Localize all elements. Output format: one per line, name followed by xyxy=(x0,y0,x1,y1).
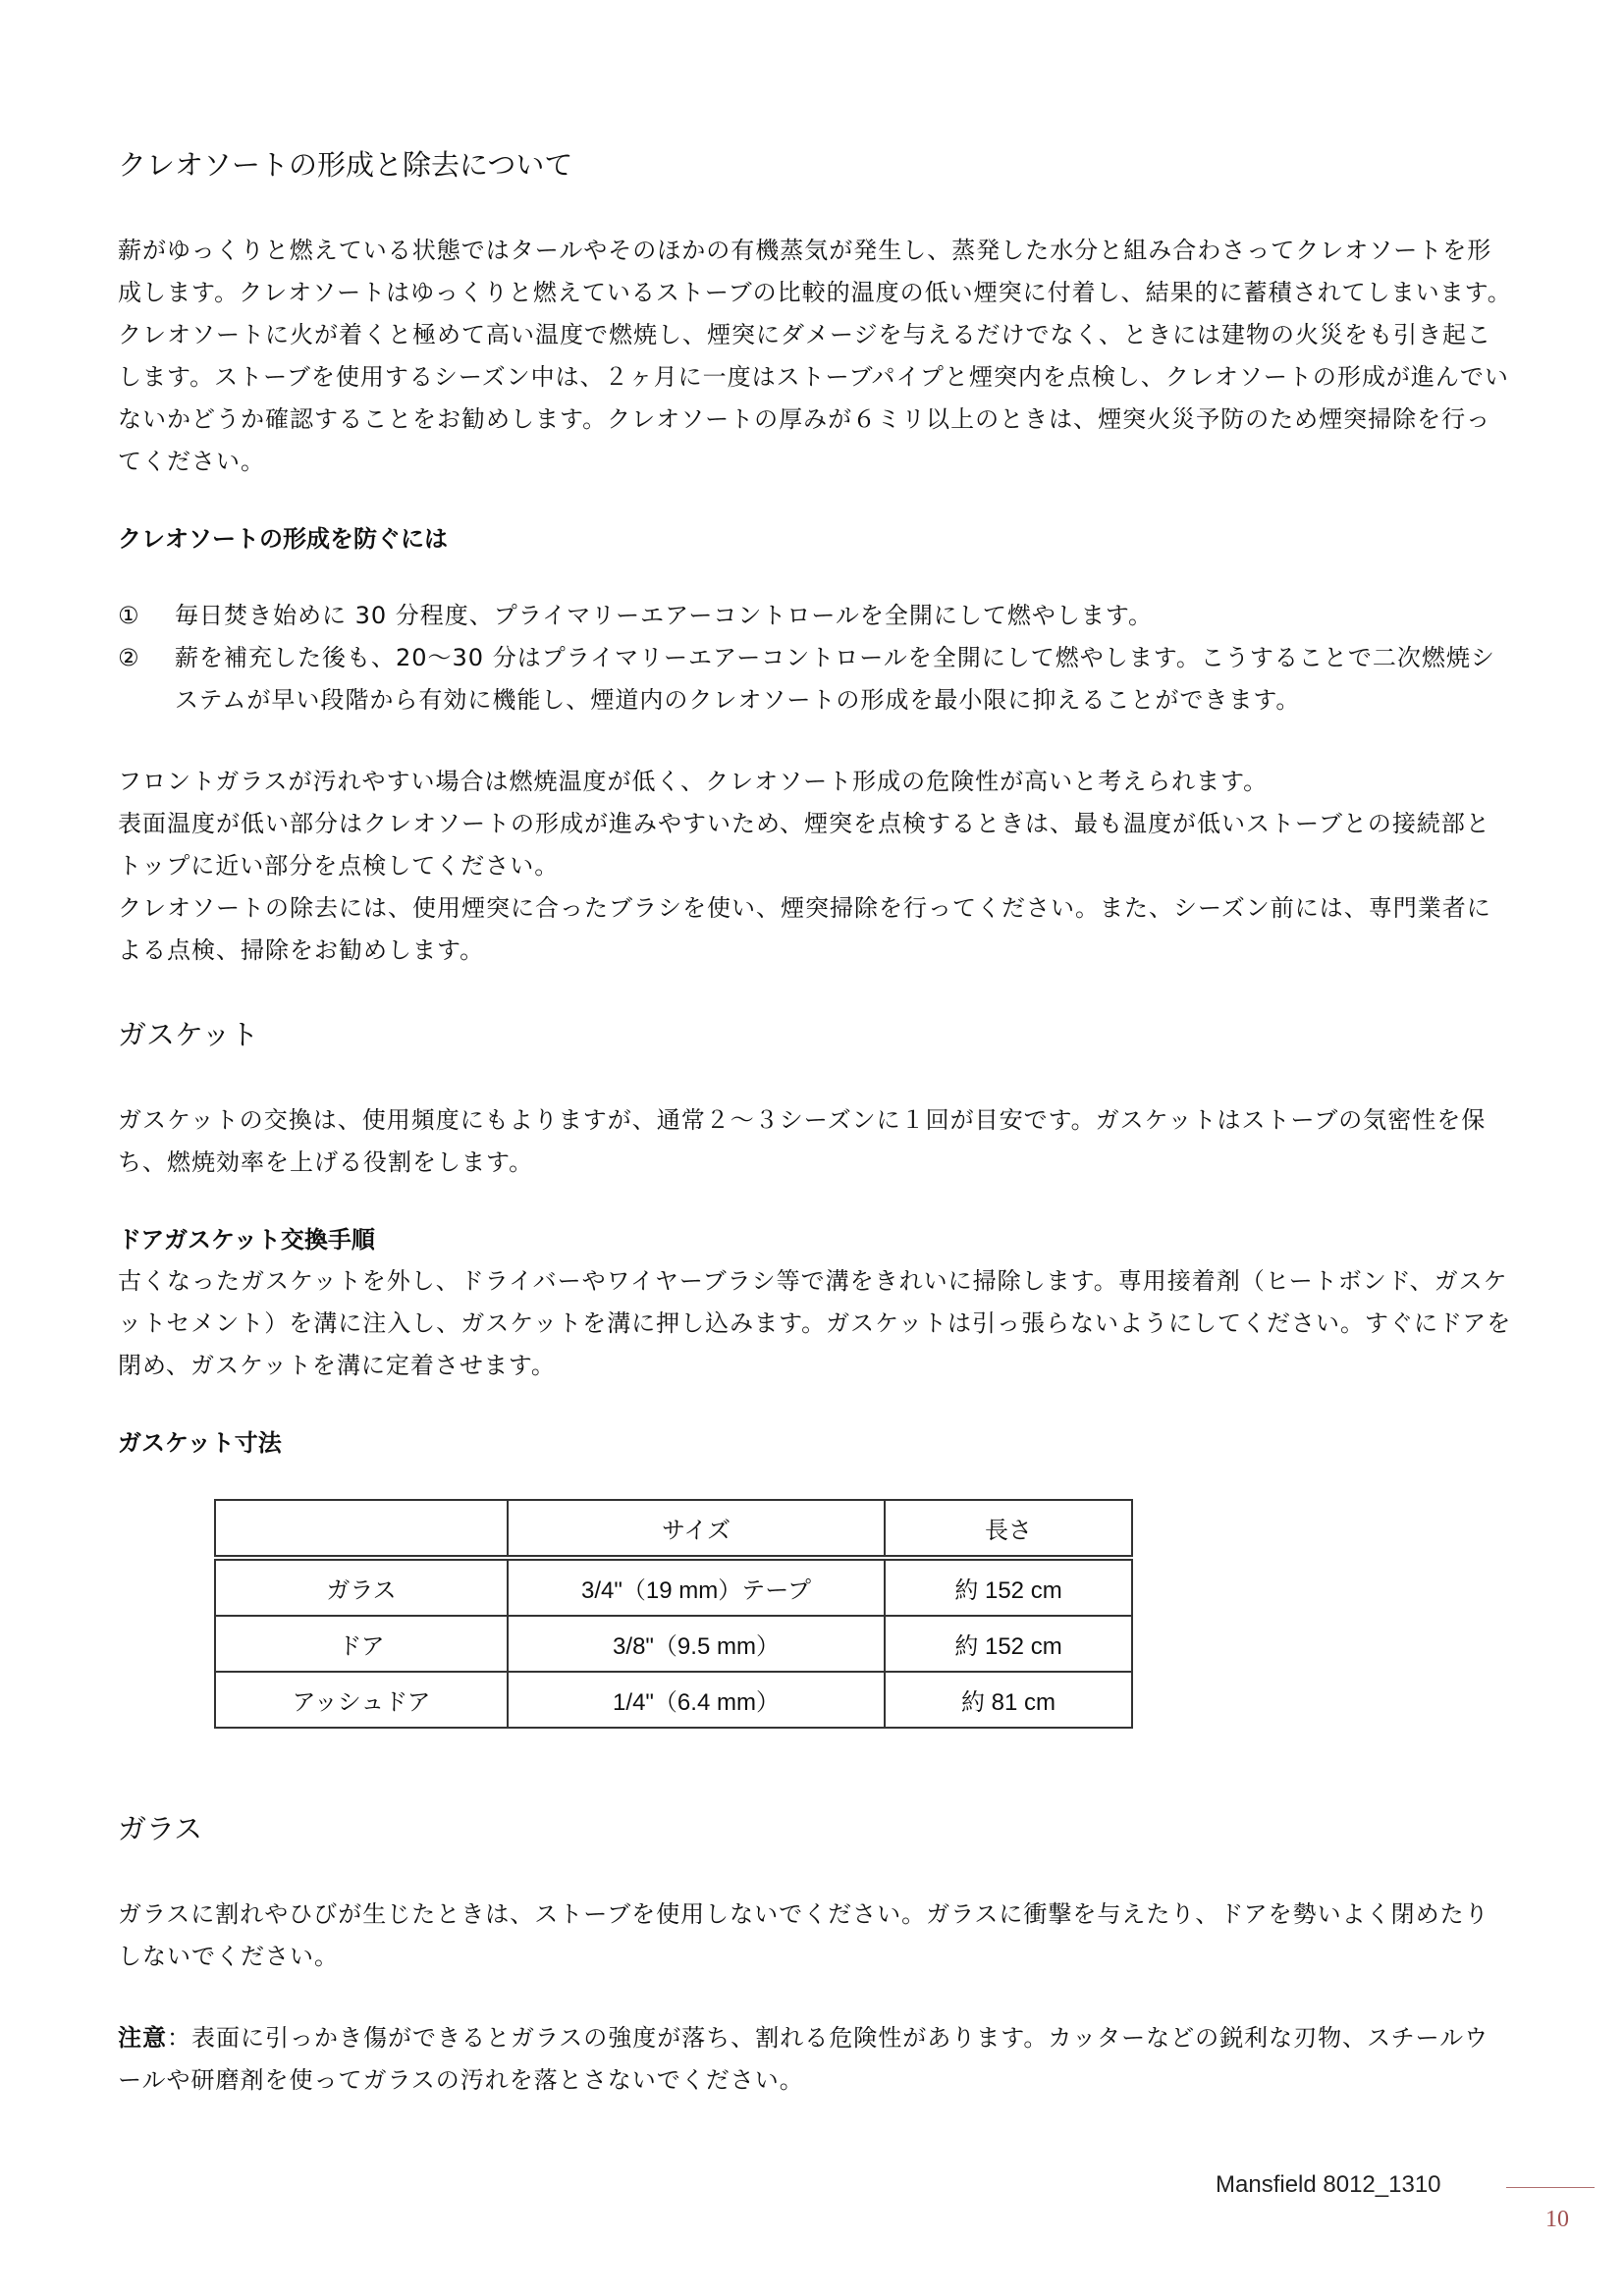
gasket-dimensions-table xyxy=(214,1499,1133,1729)
creosote-prevent-title: クレオソートの形成を防ぐには xyxy=(118,525,448,553)
table-cell: 3/8"（9.5 mm） xyxy=(508,1616,885,1672)
tip-text: 薪を補充した後も、20〜30 分はプライマリーエアーコントロールを全開にして燃やします。こうすることで二次燃焼システムが早い段階から有効に機能し、煙道内のクレオソートの形成を最小限に抑えることができます。 xyxy=(175,644,1495,714)
gasket-section xyxy=(118,1015,1512,1729)
gasket-procedure-title: ドアガスケット交換手順 xyxy=(118,1226,375,1254)
creosote-note: 表面温度が低い部分はクレオソートの形成が進みやすいため、煙突を点検するときは、最も温度が低いストーブとの接続部とトップに近い部分を点検してください。 xyxy=(118,810,1490,880)
creosote-note: フロントガラスが汚れやすい場合は燃焼温度が低く、クレオソート形成の危険性が高いと考えられます。 xyxy=(118,768,1269,795)
prevention-tip xyxy=(118,595,1512,637)
gasket-dims-title: ガスケット寸法 xyxy=(118,1429,282,1457)
tip-number: ② xyxy=(118,644,140,671)
creosote-section xyxy=(118,145,1512,972)
prevention-tip xyxy=(118,637,1512,721)
glass-section xyxy=(118,1809,1512,2102)
table-cell: ガラス xyxy=(215,1558,508,1616)
creosote-title: クレオソートの形成と除去について xyxy=(118,148,573,182)
table-cell: 約 152 cm xyxy=(885,1616,1132,1672)
table-cell: ドア xyxy=(215,1616,508,1672)
creosote-note: クレオソートの除去には、使用煙突に合ったブラシを使い、煙突掃除を行ってください。また、シーズン前には、専門業者による点検、掃除をお勧めします。 xyxy=(118,894,1491,964)
creosote-notes xyxy=(118,761,1512,972)
table-header-cell xyxy=(215,1500,508,1558)
table-header-row xyxy=(215,1500,1132,1558)
glass-caution xyxy=(118,2017,1512,2102)
footer-label: Mansfield 8012_1310 xyxy=(1216,2171,1441,2198)
table-row xyxy=(215,1672,1132,1728)
table-row xyxy=(215,1616,1132,1672)
table-header-cell: サイズ xyxy=(508,1500,885,1558)
table-row xyxy=(215,1558,1132,1616)
caution-label: 注意 xyxy=(118,2024,167,2052)
gasket-table-wrapper xyxy=(214,1499,1512,1729)
glass-title: ガラス xyxy=(118,1812,203,1845)
tip-text: 毎日焚き始めに 30 分程度、プライマリーエアーコントロールを全開にして燃やします。 xyxy=(175,602,1153,629)
page-content xyxy=(118,145,1512,2141)
caution-text: ：表面に引っかき傷ができるとガラスの強度が落ち、割れる危険性があります。カッターなどの鋭利な刃物、スチールウールや研磨剤を使ってガラスの汚れを落とさないでください。 xyxy=(118,2024,1489,2094)
gasket-procedure: 古くなったガスケットを外し、ドライバーやワイヤーブラシ等で溝をきれいに掃除します。専用接着剤（ヒートボンド、ガスケットセメント）を溝に注入し、ガスケットを溝に押し込みます。ガスケットは引っ張らないようにしてください。すぐにドアを閉め、ガスケットを溝に定着させます。 xyxy=(118,1267,1512,1379)
table-cell: アッシュドア xyxy=(215,1672,508,1728)
table-header-cell: 長さ xyxy=(885,1500,1132,1558)
table-cell: 約 81 cm xyxy=(885,1672,1132,1728)
table-cell: 1/4"（6.4 mm） xyxy=(508,1672,885,1728)
footer-rule xyxy=(1506,2187,1595,2188)
gasket-intro: ガスケットの交換は、使用頻度にもよりますが、通常２〜３シーズンに１回が目安です。ガスケットはストーブの気密性を保ち、燃焼効率を上げる役割をします。 xyxy=(118,1106,1487,1176)
glass-intro: ガラスに割れやひびが生じたときは、ストーブを使用しないでください。ガラスに衝撃を与えたり、ドアを勢いよく閉めたりしないでください。 xyxy=(118,1900,1489,1970)
gasket-title: ガスケット xyxy=(118,1018,259,1051)
creosote-intro: 薪がゆっくりと燃えている状態ではタールやそのほかの有機蒸気が発生し、蒸発した水分と組み合わさってクレオソートを形成します。クレオソートはゆっくりと燃えているストーブの比較的温度の低い煙突に付着し、結果的に蓄積されてしまいます。クレオソートに火が着くと極めて高い温度で燃焼し、煙突にダメージを与えるだけでなく、ときには建物の火災をも引き起こします。ストーブを使用するシーズン中は、２ヶ月に一度はストーブパイプと煙突内を点検し、クレオソートの形成が進んでいないかどうか確認することをお勧めします。クレオソートの厚みが６ミリ以上のときは、煙突火災予防のため煙突掃除を行ってください。 xyxy=(118,237,1512,475)
page-number: 10 xyxy=(1545,2207,1569,2232)
tip-number: ① xyxy=(118,602,140,629)
table-cell: 3/4"（19 mm）テープ xyxy=(508,1558,885,1616)
prevention-tips-list xyxy=(118,595,1512,721)
table-cell: 約 152 cm xyxy=(885,1558,1132,1616)
